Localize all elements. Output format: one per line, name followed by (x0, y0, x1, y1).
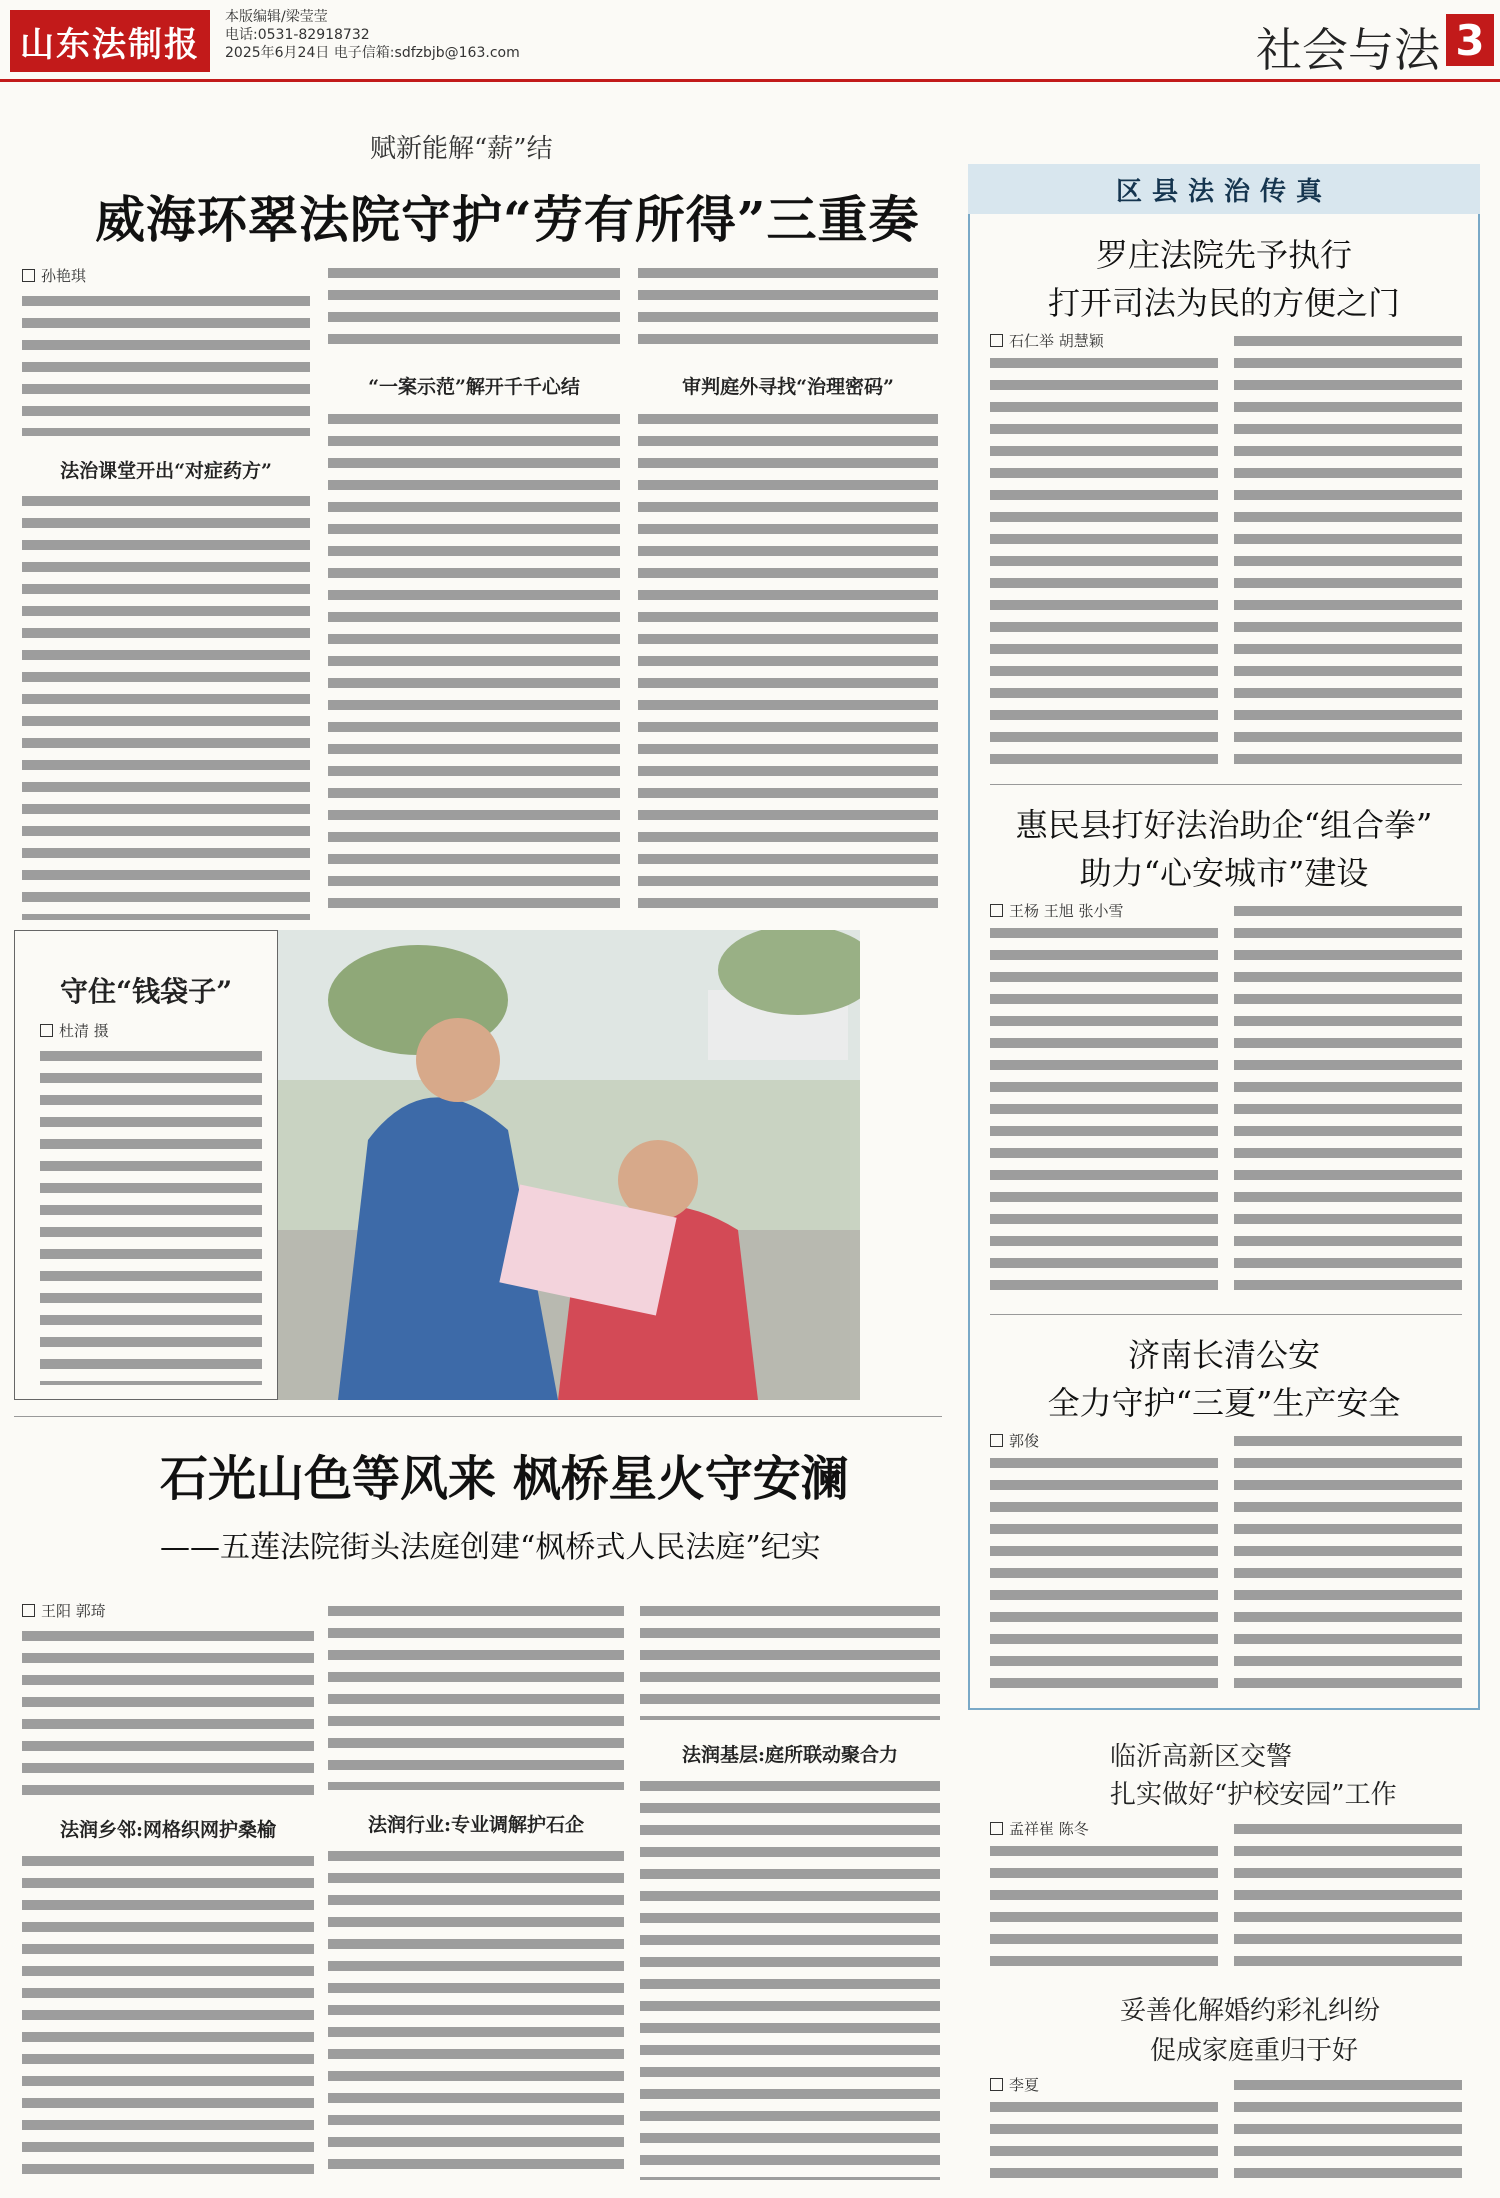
brief2-byline: 李夏 (990, 2074, 1039, 2095)
story2-headline: 石光山色等风来 枫桥星火守安澜 (160, 1451, 849, 1507)
sidebar-a2-title-1: 惠民县打好法治助企“组合拳” (1015, 806, 1433, 844)
feature-caption-text (40, 1045, 262, 1385)
story2-subhead-3: 法润基层:庭所联动聚合力 (681, 1744, 898, 1766)
section-name: 社会与法 (1256, 23, 1440, 77)
photo-placeholder-icon (278, 930, 860, 1400)
sidebar-text-block (1234, 900, 1462, 1302)
brief1-byline: 孟祥崔 陈冬 (990, 1818, 1089, 1839)
feature-photo (278, 930, 860, 1400)
sidebar-a3-title-1: 济南长清公安 (1127, 1336, 1320, 1374)
sidebar-text-block (1234, 1430, 1462, 1690)
lead-text-block (328, 262, 620, 352)
phone-line: 电话:0531-82918732 (225, 27, 370, 43)
sidebar-title: 区县法治传真 (968, 164, 1480, 214)
lead-headline: 威海环翠法院守护“劳有所得”三重奏 (95, 190, 920, 249)
sidebar-text-block (1234, 330, 1462, 772)
lead-text-block (638, 408, 938, 920)
lead-subhead-3: 审判庭外寻找“治理密码” (682, 376, 894, 398)
brief-text-block (990, 2096, 1218, 2186)
newspaper-logo: 山东法制报 (10, 10, 210, 72)
story2-subtitle: ——五莲法院街头法庭创建“枫桥式人民法庭”纪实 (160, 1530, 821, 1565)
sidebar-a1-byline: 石仁举 胡慧颖 (990, 330, 1104, 351)
lead-byline: 孙艳琪 (22, 265, 86, 286)
email-line: 电子信箱:sdfzbjb@163.com (333, 45, 520, 61)
lead-subhead-1: 法治课堂开出“对症药方” (60, 460, 272, 482)
story2-text-block (22, 1850, 314, 2180)
lead-subhead-2: “一案示范”解开千千心结 (368, 376, 580, 398)
story2-text-block (328, 1600, 624, 1790)
sidebar-text-block (990, 922, 1218, 1302)
brief2-title-1: 妥善化解婚约彩礼纠纷 (1120, 1996, 1381, 2026)
feature-byline: 杜清 摄 (40, 1020, 109, 1041)
sidebar-a3-title-2: 全力守护“三夏”生产安全 (1047, 1384, 1401, 1422)
story2-subhead-2: 法润行业:专业调解护石企 (367, 1814, 584, 1836)
sidebar-a2-byline: 王杨 王旭 张小雪 (990, 900, 1124, 921)
sidebar-text-block (990, 1452, 1218, 1690)
editor-line: 本版编辑/梁莹莹 (225, 9, 328, 25)
brief2-title-2: 促成家庭重归于好 (1150, 2036, 1359, 2066)
feature-title: 守住“钱袋子” (60, 975, 233, 1008)
story2-subhead-1: 法润乡邻:网格织网护桑榆 (59, 1819, 276, 1841)
brief-text-block (1234, 1818, 1462, 1970)
issue-date: 2025年6月24日 (225, 45, 330, 61)
divider (990, 1314, 1462, 1315)
story2-text-block (640, 1600, 940, 1720)
sidebar-a3-byline: 郭俊 (990, 1430, 1039, 1451)
lead-text-block (638, 262, 938, 352)
brief-text-block (1234, 2074, 1462, 2186)
lead-text-block (22, 290, 310, 436)
brief-text-block (990, 1840, 1218, 1970)
masthead-info (225, 8, 520, 62)
sidebar-a1-title-1: 罗庄法院先予执行 (1095, 236, 1352, 274)
sidebar-a2-title-2: 助力“心安城市”建设 (1079, 854, 1369, 892)
divider (990, 784, 1462, 785)
story2-text-block (328, 1845, 624, 2180)
lead-kicker: 赋新能解“薪”结 (370, 134, 553, 164)
story2-byline: 王阳 郭琦 (22, 1600, 106, 1621)
lead-text-block (22, 490, 310, 920)
brief1-title-1: 临沂高新区交警 (1110, 1742, 1293, 1772)
story2-text-block (22, 1625, 314, 1795)
sidebar-a1-title-2: 打开司法为民的方便之门 (1047, 284, 1400, 322)
sidebar-text-block (990, 352, 1218, 772)
page-number: 3 (1446, 14, 1494, 66)
lead-text-block (328, 408, 620, 920)
divider (14, 1416, 942, 1417)
brief1-title-2: 扎实做好“护校安园”工作 (1110, 1780, 1397, 1810)
story2-text-block (640, 1775, 940, 2180)
